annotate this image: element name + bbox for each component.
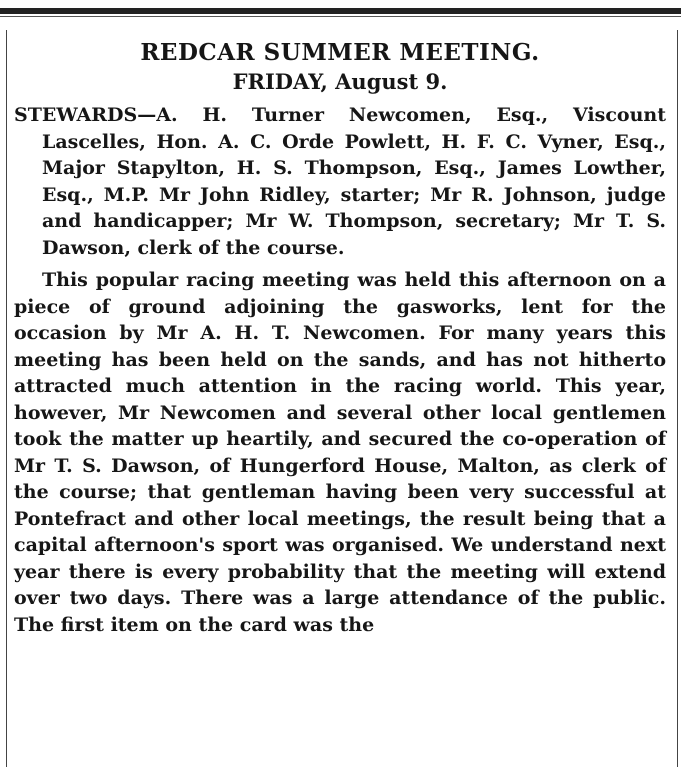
stewards-lead: STEWARDS <box>14 104 138 126</box>
stewards-paragraph <box>14 102 666 261</box>
article-body: This popular racing meeting was held this afternoon on a piece of ground adjoining the gasworks, lent for the occasion by Mr A. H. T. Newcomen. For many years this meeting has been held on the sands, and has not hitherto attracted much attention in the racing world. This year, however, Mr Newcomen and several other local gentlemen took the matter up heartily, and secured the co-operation of Mr T. S. Dawson, of Hungerford House, Malton, as clerk of the course; that gentleman having been very successful at Pontefract and other local meetings, the result being that a capital afternoon's sport was organised. We understand next year there is every probability that the meeting will extend over two days. There was a large attendance of the public. The first item on the card was the <box>14 269 666 636</box>
column-rule-left <box>6 30 7 767</box>
stewards-text: —A. H. Turner Newcomen, Esq., Viscount Lascelles, Hon. A. C. Orde Powlett, H. F. C. Vyner, Esq., Major Stapylton, H. S. Thompson, Esq., James Lowther, Esq., M.P. Mr John Ridley, starter; Mr R. Johnson, judge and handicapper; Mr W. Thompson, secretary; Mr T. S. Dawson, clerk of the course. <box>42 104 666 259</box>
article-headline: REDCAR SUMMER MEETING. <box>140 39 540 66</box>
news-article <box>14 38 666 638</box>
top-rule <box>0 8 681 14</box>
article-dateline: FRIDAY, August 9. <box>232 69 448 94</box>
column-rule-right <box>677 30 678 767</box>
top-rule-thin <box>0 16 681 17</box>
